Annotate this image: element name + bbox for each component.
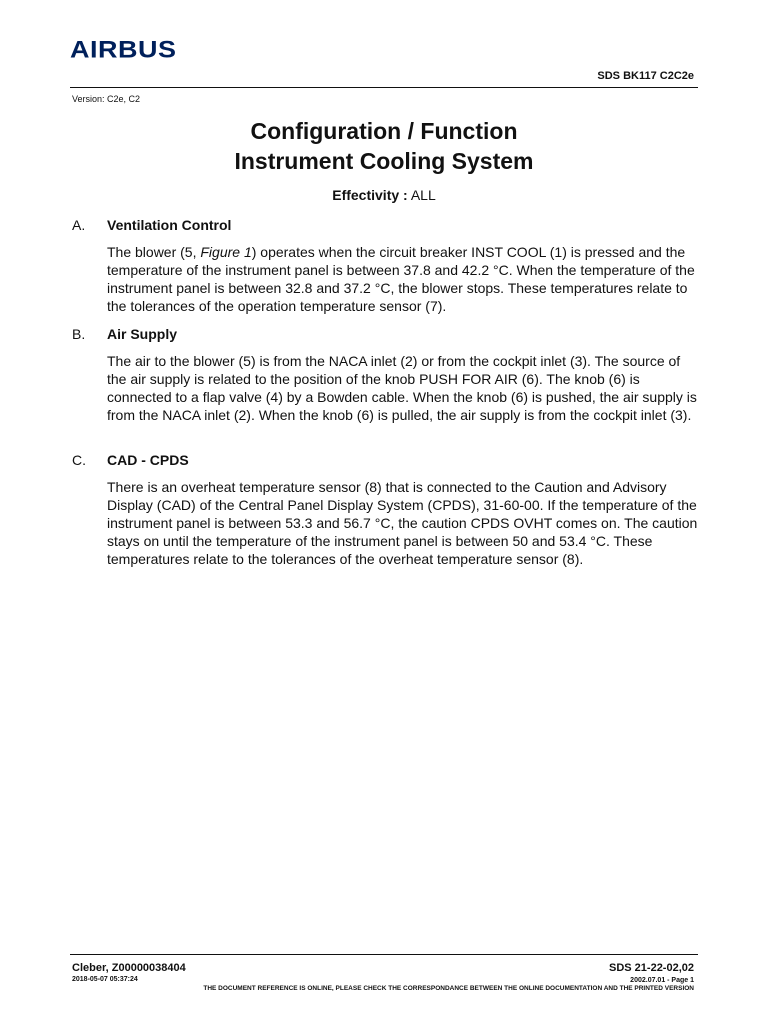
version-label: Version: C2e, C2 (72, 94, 141, 104)
section-letter: A. (72, 217, 86, 233)
airbus-logo: AIRBUS (70, 36, 177, 63)
effectivity-label: Effectivity : (332, 187, 408, 203)
effectivity-value: ALL (410, 187, 436, 203)
section-letter: C. (72, 452, 86, 468)
section-body: The air to the blower (5) is from the NACA inlet (2) or from the cockpit inlet (3). The source of the air supply is related to the position of the knob PUSH FOR AIR (6). The knob (6) is connected to a flap valve (4) by a Bowden cable. When the knob (6) is pushed, the air supply is from the NACA inlet (2). When the knob (6) is pulled, the air supply is from the cockpit inlet (3). (107, 353, 697, 423)
footer-divider (70, 954, 698, 955)
page-title-line2: Instrument Cooling System (234, 148, 534, 174)
footer-user: Cleber, Z00000038404 (72, 962, 186, 974)
footer-disclaimer: THE DOCUMENT REFERENCE IS ONLINE, PLEASE CHECK THE CORRESPONDANCE BETWEEN THE ONLINE DOCUMENTATION AND THE PRINTED VERSION (203, 985, 694, 992)
effectivity (0, 187, 768, 203)
section-ventilation-control (72, 216, 698, 315)
footer-page-info: 2002.07.01 - Page 1 (630, 977, 694, 984)
section-body-text: The blower (5, (107, 244, 201, 260)
section-title: CAD - CPDS (107, 452, 189, 468)
section-cad-cpds (72, 451, 698, 568)
footer-timestamp: 2018-05-07 05:37:24 (72, 976, 138, 983)
document-reference: SDS BK117 C2C2e (597, 70, 694, 82)
section-letter: B. (72, 326, 86, 342)
header-divider (70, 87, 698, 88)
section-body (107, 243, 698, 315)
page-title-line1: Configuration / Function (250, 118, 518, 144)
figure-reference: Figure 1 (200, 244, 252, 260)
section-title: Air Supply (107, 326, 178, 342)
section-title: Ventilation Control (107, 217, 232, 233)
section-body: There is an overheat temperature sensor (8) that is connected to the Caution and Advisory Display (CAD) of the Central Panel Display System (CPDS), 31-60-00. If the temperature of the instrument panel is between 53.3 and 56.7 °C, the caution CPDS OVHT comes on. The caution stays on until the temperature of the instrument panel is between 50 and 53.4 °C. These temperatures relate to the tolerances of the overheat temperature sensor (8). (107, 479, 698, 567)
section-body-text: ) operates when the circuit breaker INST COOL (1) is pressed and the temperature of the instrument panel is between 37.8 and 42.2 °C. When the temperature of the instrument panel is between 32.8 and 37.2 °C, the blower stops. These temperatures relate to the tolerances of the operation temperature sensor (7). (107, 244, 695, 314)
section-air-supply (72, 325, 698, 424)
footer-doc-code: SDS 21-22-02,02 (609, 962, 694, 974)
